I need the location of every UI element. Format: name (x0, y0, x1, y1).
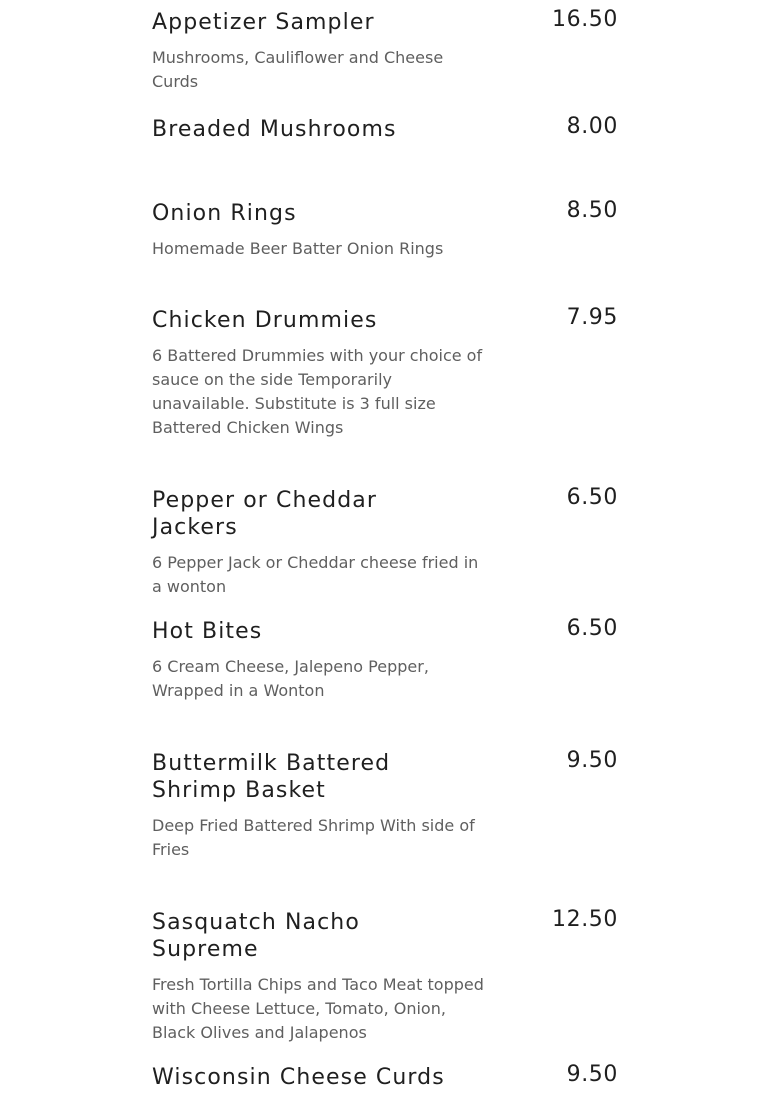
menu-item-price: 6.50 (566, 616, 618, 641)
menu-item-price: 7.95 (566, 305, 618, 330)
menu-item-name: Onion Rings (152, 201, 297, 226)
menu-item-chicken-drummies (152, 307, 618, 440)
menu-item-description: Homemade Beer Batter Onion Rings (152, 239, 444, 258)
menu-item-price: 16.50 (552, 7, 618, 32)
menu-item-name: Appetizer Sampler (152, 10, 375, 35)
menu-item-pepper-or-cheddar-jackers (152, 487, 618, 599)
menu-item-hot-bites (152, 618, 618, 703)
menu-item-description: 6 Battered Drummies with your choice of sauce on the side Temporarily unavailable. Substitute is 3 full size Battered Chicken Wings (152, 346, 483, 437)
menu-item-sasquatch-nacho-supreme (152, 909, 618, 1045)
menu-item-name: Sasquatch Nacho Supreme (152, 910, 360, 962)
menu-item-appetizer-sampler (152, 9, 618, 94)
menu-item-description: Fresh Tortilla Chips and Taco Meat topped with Cheese Lettuce, Tomato, Onion, Black Olives and Jalapenos (152, 975, 484, 1042)
menu-item-buttermilk-battered-shrimp-basket (152, 750, 618, 862)
menu-item-name: Hot Bites (152, 619, 263, 644)
menu-item-price: 8.00 (566, 114, 618, 139)
menu-item-name: Breaded Mushrooms (152, 117, 397, 142)
menu-item-name: Wisconsin Cheese Curds (152, 1065, 445, 1090)
menu-item-price: 8.50 (566, 198, 618, 223)
menu-item-breaded-mushrooms (152, 116, 618, 143)
menu-item-price: 9.50 (566, 748, 618, 773)
menu-item-name: Pepper or Cheddar Jackers (152, 488, 378, 540)
menu-item-price: 12.50 (552, 907, 618, 932)
menu-item-name: Buttermilk Battered Shrimp Basket (152, 751, 391, 803)
menu-item-description: Mushrooms, Cauliflower and Cheese Curds (152, 48, 444, 91)
menu-item-description: 6 Cream Cheese, Jalepeno Pepper, Wrapped in a Wonton (152, 657, 429, 700)
menu-item-description: Deep Fried Battered Shrimp With side of Fries (152, 816, 475, 859)
menu-item-price: 9.50 (566, 1062, 618, 1087)
menu-item-price: 6.50 (566, 485, 618, 510)
menu-item-description: 6 Pepper Jack or Cheddar cheese fried in a wonton (152, 553, 479, 596)
menu-item-wisconsin-cheese-curds (152, 1064, 618, 1091)
menu-item-onion-rings (152, 200, 618, 261)
menu-item-name: Chicken Drummies (152, 308, 378, 333)
